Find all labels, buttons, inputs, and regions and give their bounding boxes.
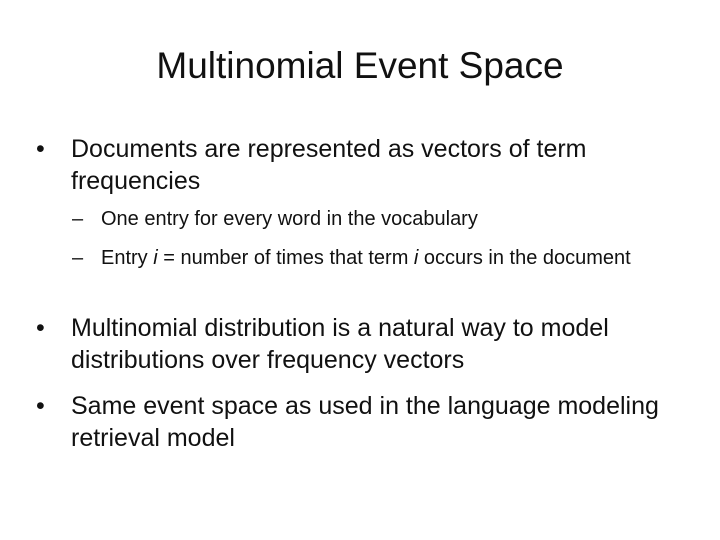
variable-i: i xyxy=(153,247,158,269)
variable-i: i xyxy=(413,247,419,269)
bullet-marker: • xyxy=(36,392,45,420)
slide-title: Multinomial Event Space xyxy=(156,45,564,86)
sub-bullet-item-entry-i xyxy=(72,243,682,273)
bullet-text: Same event space as used in the language modeling retrieval model xyxy=(71,392,659,452)
sub-bullet-text: One entry for every word in the vocabulary xyxy=(101,208,478,230)
sub-bullet-text-post: occurs in the document xyxy=(418,247,631,269)
bullet-text: Documents are represented as vectors of term frequencies xyxy=(71,135,587,195)
bullet-item-multinomial xyxy=(36,312,686,376)
bullet-item-same-event-space xyxy=(36,390,686,454)
sub-bullet-text-pre: Entry xyxy=(101,247,154,269)
sub-bullet-item-one-entry xyxy=(72,204,682,234)
bullet-item-documents xyxy=(36,133,686,197)
sub-bullet-marker: – xyxy=(72,247,84,269)
sub-bullet-text-mid: = number of times that term xyxy=(157,247,414,269)
sub-bullet-text xyxy=(101,243,682,273)
sub-bullet-marker: – xyxy=(72,208,84,230)
bullet-marker: • xyxy=(36,135,45,163)
bullet-text: Multinomial distribution is a natural way to model distributions over frequency vectors xyxy=(71,314,609,374)
bullet-marker: • xyxy=(36,314,45,342)
